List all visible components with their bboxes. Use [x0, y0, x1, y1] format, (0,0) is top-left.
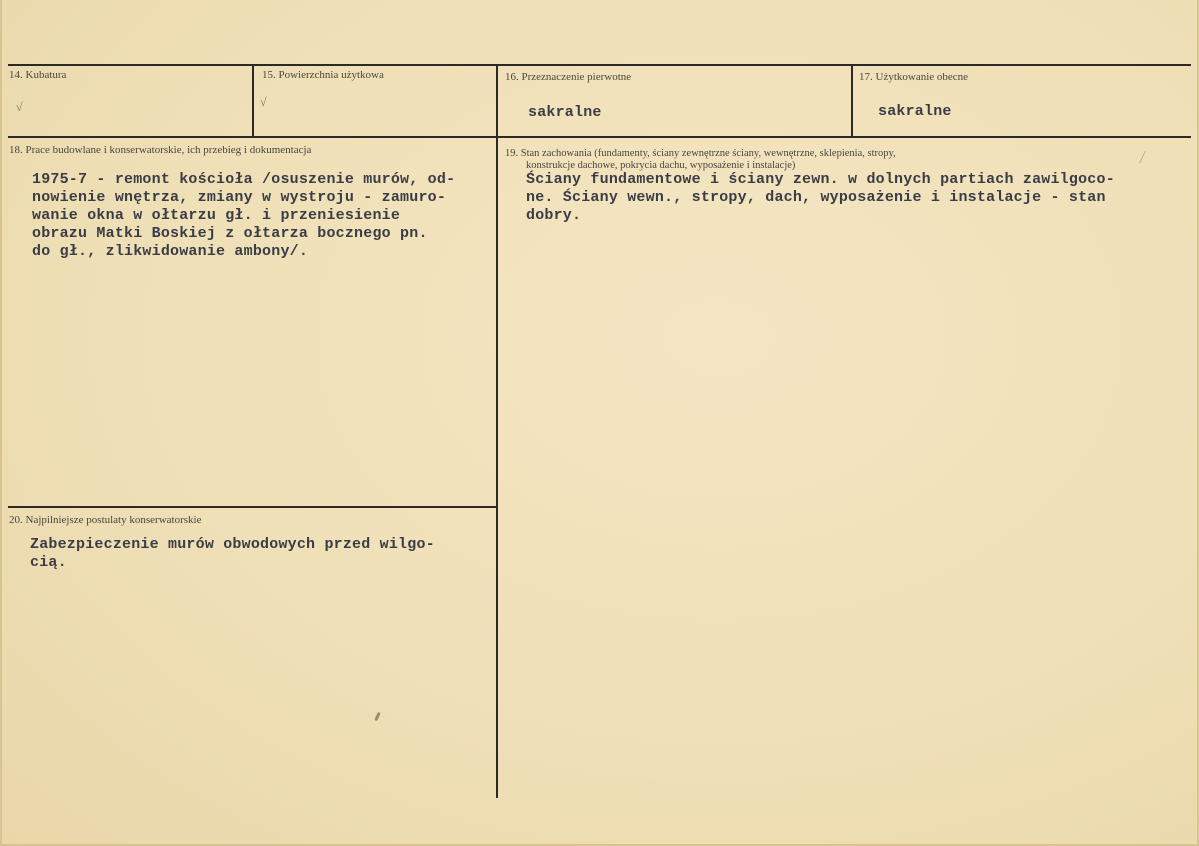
- field-18-line-5: do gł., zlikwidowanie ambony/.: [32, 243, 309, 260]
- field-16-label: 16. Przeznaczenie pierwotne: [505, 71, 632, 83]
- field-18-line-1: 1975-7 - remont kościoła /osuszenie murów, od-: [32, 171, 456, 188]
- field-15-mark: √: [260, 95, 267, 109]
- field-14-label: 14. Kubatura: [9, 69, 67, 81]
- col-divider-3: [851, 66, 853, 136]
- field-19-line-1: Ściany fundamentowe i ściany zewn. w dolnych partiach zawilgoco-: [526, 171, 1115, 188]
- field-19-line-2: ne. Ściany wewn., stropy, dach, wyposażenie i instalacje - stan: [526, 189, 1106, 206]
- field-18-label: 18. Prace budowlane i konserwatorskie, ich przebieg i dokumentacja: [9, 144, 312, 156]
- row-divider-2: [8, 506, 496, 508]
- col-divider-1: [252, 66, 254, 136]
- field-15-label: 15. Powierzchnia użytkowa: [262, 69, 384, 81]
- field-20-line-2: cią.: [30, 554, 67, 571]
- field-18-line-4: obrazu Matki Boskiej z ołtarza bocznego pn.: [32, 225, 428, 242]
- top-rule: [8, 64, 1191, 66]
- field-20-line-1: Zabezpieczenie murów obwodowych przed wilgo-: [30, 536, 435, 553]
- paper-speck: [374, 712, 381, 721]
- field-19-label-line-1: 19. Stan zachowania (fundamenty, ściany zewnętrzne ściany, wewnętrzne, sklepienia, stropy,: [505, 148, 896, 159]
- row-divider-1: [8, 136, 1191, 138]
- field-19-line-3: dobry.: [526, 207, 582, 224]
- col-divider-2: [496, 66, 498, 798]
- field-17-label: 17. Użytkowanie obecne: [859, 71, 969, 83]
- field-19-label-line-2: konstrukcje dachowe, pokrycia dachu, wyposażenie i instalacje): [526, 160, 796, 171]
- field-17-value: sakralne: [878, 103, 952, 120]
- field-16-value: sakralne: [528, 104, 602, 121]
- field-18-line-3: wanie okna w ołtarzu gł. i przeniesienie: [32, 207, 401, 224]
- field-18-line-2: nowienie wnętrza, zmiany w wystroju - zamuro-: [32, 189, 447, 206]
- field-20-label: 20. Najpilniejsze postulaty konserwatorskie: [9, 514, 202, 526]
- field-14-mark: √: [16, 100, 23, 114]
- paper-speck: [1139, 150, 1146, 163]
